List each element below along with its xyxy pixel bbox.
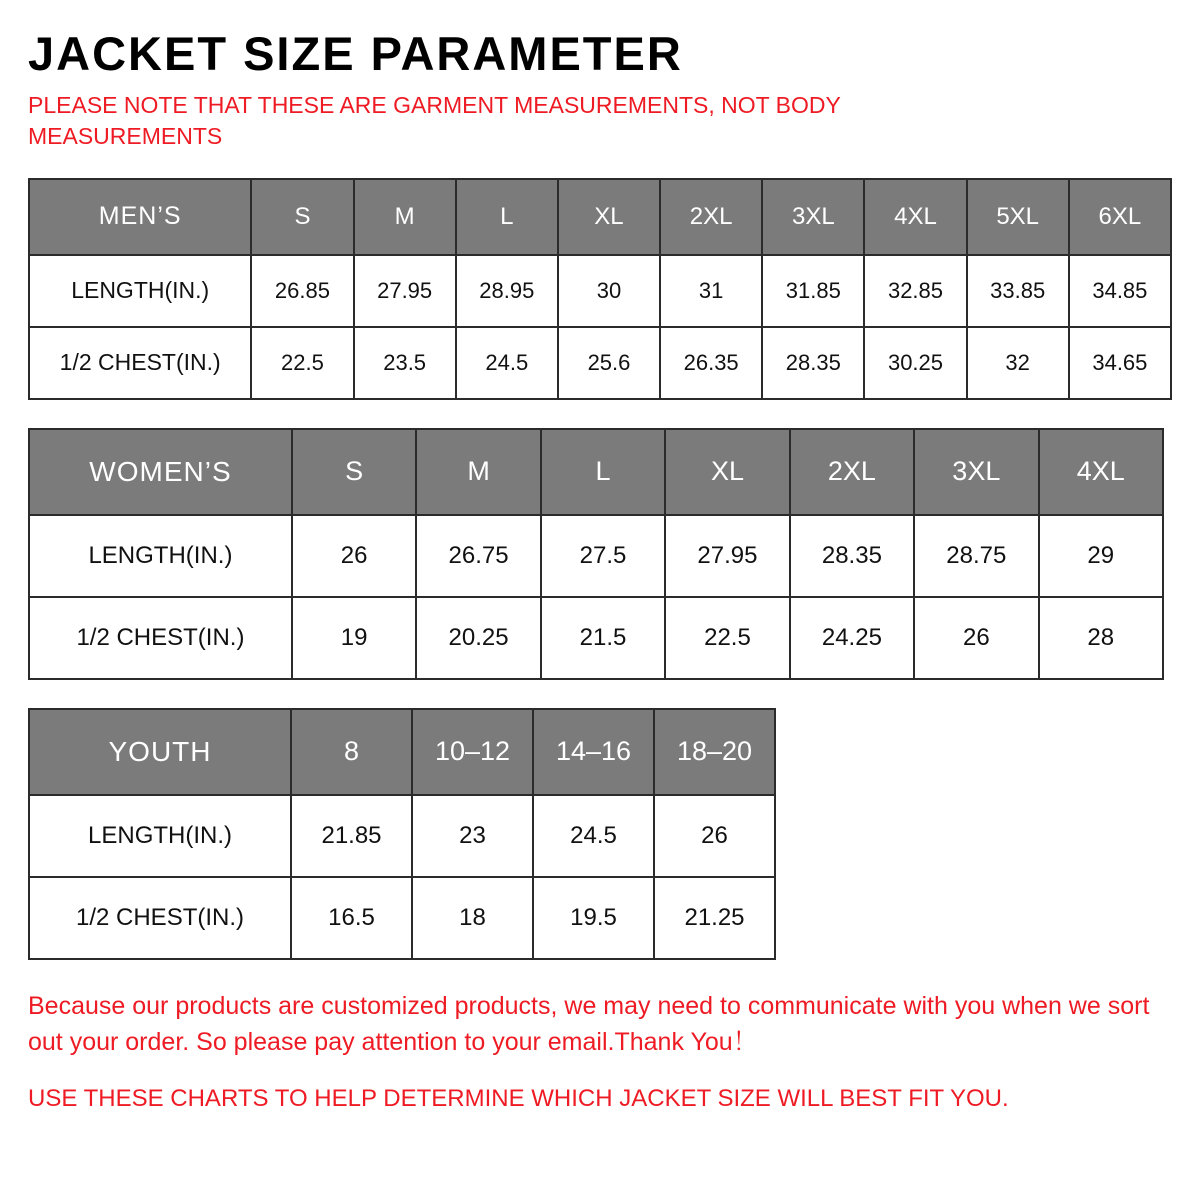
cell-value: 22.5 — [251, 327, 353, 399]
usage-note: USE THESE CHARTS TO HELP DETERMINE WHICH JACKET SIZE WILL BEST FIT YOU. — [28, 1085, 1009, 1113]
cell-value: 26 — [654, 795, 775, 877]
cell-value: 26.85 — [251, 255, 353, 327]
cell-value: 26 — [292, 515, 416, 597]
mens-size-header: 6XL — [1069, 179, 1171, 255]
cell-value: 28.35 — [790, 515, 914, 597]
mens-table-label: MEN’S — [29, 179, 251, 255]
cell-value: 22.5 — [665, 597, 789, 679]
cell-value: 28.75 — [914, 515, 1038, 597]
table-row — [29, 515, 1163, 597]
row-label: 1/2 CHEST(IN.) — [29, 877, 291, 959]
cell-value: 19.5 — [533, 877, 654, 959]
cell-value: 19 — [292, 597, 416, 679]
table-row — [29, 795, 775, 877]
youth-size-header: 18–20 — [654, 709, 775, 795]
table-row — [29, 327, 1171, 399]
row-label: LENGTH(IN.) — [29, 795, 291, 877]
cell-value: 27.95 — [665, 515, 789, 597]
table-row — [29, 877, 775, 959]
cell-value: 28.35 — [762, 327, 864, 399]
youth-table-label: YOUTH — [29, 709, 291, 795]
womens-table-label: WOMEN’S — [29, 429, 292, 515]
mens-size-header: 3XL — [762, 179, 864, 255]
cell-value: 30 — [558, 255, 660, 327]
womens-size-header: S — [292, 429, 416, 515]
cell-value: 26.75 — [416, 515, 540, 597]
mens-size-header: 4XL — [864, 179, 966, 255]
mens-size-header: M — [354, 179, 456, 255]
cell-value: 29 — [1039, 515, 1163, 597]
cell-value: 21.85 — [291, 795, 412, 877]
cell-value: 28.95 — [456, 255, 558, 327]
cell-value: 26.35 — [660, 327, 762, 399]
mens-size-header: S — [251, 179, 353, 255]
mens-size-table — [28, 178, 1172, 400]
cell-value: 24.5 — [533, 795, 654, 877]
mens-size-header: L — [456, 179, 558, 255]
table-header-row — [29, 709, 775, 795]
cell-value: 16.5 — [291, 877, 412, 959]
cell-value: 26 — [914, 597, 1038, 679]
cell-value: 23.5 — [354, 327, 456, 399]
womens-size-header: 2XL — [790, 429, 914, 515]
cell-value: 24.5 — [456, 327, 558, 399]
cell-value: 25.6 — [558, 327, 660, 399]
cell-value: 30.25 — [864, 327, 966, 399]
cell-value: 18 — [412, 877, 533, 959]
row-label: LENGTH(IN.) — [29, 255, 251, 327]
womens-size-table — [28, 428, 1164, 680]
cell-value: 33.85 — [967, 255, 1069, 327]
row-label: 1/2 CHEST(IN.) — [29, 327, 251, 399]
cell-value: 32.85 — [864, 255, 966, 327]
cell-value: 34.85 — [1069, 255, 1171, 327]
womens-size-header: XL — [665, 429, 789, 515]
womens-size-header: L — [541, 429, 665, 515]
womens-size-header: M — [416, 429, 540, 515]
youth-size-header: 8 — [291, 709, 412, 795]
cell-value: 27.5 — [541, 515, 665, 597]
table-header-row — [29, 429, 1163, 515]
cell-value: 32 — [967, 327, 1069, 399]
youth-size-header: 14–16 — [533, 709, 654, 795]
cell-value: 31.85 — [762, 255, 864, 327]
womens-size-header: 4XL — [1039, 429, 1163, 515]
table-row — [29, 255, 1171, 327]
cell-value: 21.5 — [541, 597, 665, 679]
mens-size-header: 5XL — [967, 179, 1069, 255]
cell-value: 27.95 — [354, 255, 456, 327]
cell-value: 23 — [412, 795, 533, 877]
customization-note: Because our products are customized products, we may need to communicate with you when we sort out your order. So please pay attention to your email.Thank You！ — [28, 991, 1150, 1057]
mens-size-header: XL — [558, 179, 660, 255]
youth-size-table — [28, 708, 776, 960]
cell-value: 28 — [1039, 597, 1163, 679]
table-row — [29, 597, 1163, 679]
womens-size-header: 3XL — [914, 429, 1038, 515]
page-title: JACKET SIZE PARAMETER — [28, 27, 683, 80]
mens-size-header: 2XL — [660, 179, 762, 255]
youth-size-header: 10–12 — [412, 709, 533, 795]
cell-value: 24.25 — [790, 597, 914, 679]
row-label: LENGTH(IN.) — [29, 515, 292, 597]
cell-value: 21.25 — [654, 877, 775, 959]
table-header-row — [29, 179, 1171, 255]
cell-value: 34.65 — [1069, 327, 1171, 399]
measurement-note: PLEASE NOTE THAT THESE ARE GARMENT MEASUREMENTS, NOT BODY MEASUREMENTS — [28, 91, 841, 149]
cell-value: 31 — [660, 255, 762, 327]
row-label: 1/2 CHEST(IN.) — [29, 597, 292, 679]
cell-value: 20.25 — [416, 597, 540, 679]
